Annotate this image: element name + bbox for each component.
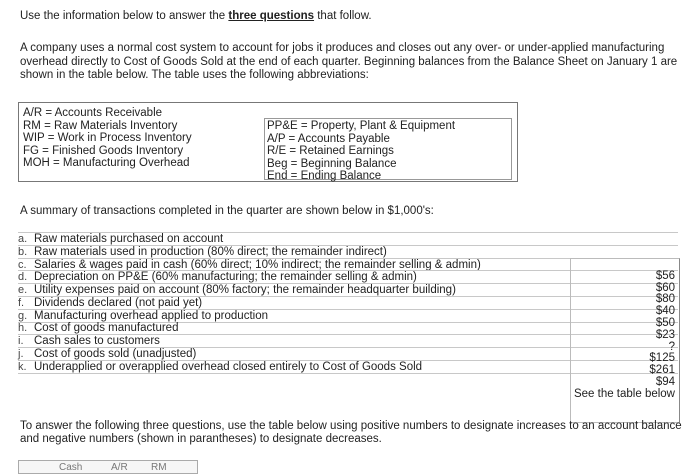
row-letter: h. — [18, 322, 28, 335]
abbr-item: Beg = Beginning Balance — [267, 157, 397, 170]
abbr-item: End = Ending Balance — [267, 170, 382, 183]
table-row — [18, 232, 678, 245]
abbreviations-left-column — [23, 107, 192, 170]
amount-cell: $60 — [655, 281, 675, 294]
row-description: Salaries & wages paid in cash (60% direct; 10% indirect; the remainder selling & admin) — [34, 258, 481, 271]
amount-note: See the table below — [573, 387, 675, 400]
row-letter: e. — [18, 284, 28, 297]
abbr-item: R/E = Retained Earnings — [267, 145, 394, 158]
row-description: Depreciation on PP&E (60% manufacturing; the remainder selling & admin) — [34, 271, 417, 284]
amount-cell: $261 — [649, 364, 675, 377]
intro-prefix: Use the information below to answer the — [20, 10, 229, 22]
abbr-item: WIP = Work in Process Inventory — [23, 132, 192, 145]
abbr-item: A/P = Accounts Payable — [267, 132, 390, 145]
row-letter: d. — [18, 271, 28, 284]
problem-paragraph: A company uses a normal cost system to account for jobs it produces and closes out any over- or under-applied manufacturing overhead directly to Cost of Goods Sold at the end of each quarter. Beginning balances from the Balance Sheet on January 1 are shown in the table below. The table uses the following abbreviations: — [20, 42, 678, 81]
row-letter: b. — [18, 245, 28, 258]
amount-cell: $50 — [655, 316, 675, 329]
amount-cell: $125 — [649, 352, 675, 365]
amount-cell: $40 — [655, 305, 675, 318]
row-description: Raw materials used in production (80% direct; the remainder indirect) — [34, 245, 387, 258]
amount-cell: $56 — [655, 269, 675, 282]
amount-cell: ? — [668, 340, 675, 353]
column-header-cash: Cash — [59, 462, 83, 473]
column-header-rm: RM — [151, 462, 167, 473]
intro-emphasis: three questions — [228, 10, 315, 22]
row-letter: g. — [18, 309, 28, 322]
row-letter: c. — [18, 258, 27, 271]
row-description: Cost of goods sold (unadjusted) — [34, 348, 197, 361]
row-description: Manufacturing overhead applied to production — [34, 309, 268, 322]
abbr-item: FG = Finished Goods Inventory — [23, 144, 184, 157]
intro-suffix: that follow. — [314, 10, 372, 22]
abbr-item: PP&E = Property, Plant & Equipment — [267, 120, 456, 132]
amount-cell: $94 — [655, 375, 675, 388]
amounts-column — [570, 258, 680, 423]
table-row — [18, 245, 678, 258]
row-description: Cost of goods manufactured — [34, 322, 179, 335]
instructions-text: To answer the following three questions, use the table below using positive numbers to designate increases to an account balance and negative numbers (shown in parantheses) to designate decreases. — [20, 420, 682, 445]
row-description: Cash sales to customers — [34, 335, 160, 348]
summary-title: A summary of transactions completed in the quarter are shown below in $1,000's: — [20, 205, 434, 217]
abbreviations-table — [18, 102, 518, 182]
row-letter: j. — [18, 348, 24, 361]
abbreviations-right-column — [264, 118, 512, 183]
row-description: Utility expenses paid on account (80% factory; the remainder headquarter building) — [34, 284, 456, 297]
abbr-item: MOH = Manufacturing Overhead — [23, 157, 190, 170]
row-letter: f. — [18, 296, 25, 309]
abbr-item: RM = Raw Materials Inventory — [23, 119, 178, 132]
row-letter: a. — [18, 232, 28, 245]
intro-line — [20, 10, 372, 22]
amount-cell: $23 — [655, 328, 675, 341]
row-letter: i. — [18, 335, 24, 348]
amount-cell: $80 — [655, 293, 675, 306]
row-description: Raw materials purchased on account — [34, 232, 224, 245]
row-description: Underapplied or overapplied overhead closed entirely to Cost of Goods Sold — [34, 360, 423, 373]
abbreviations-right-box — [264, 118, 512, 183]
row-letter: k. — [18, 360, 27, 373]
row-description: Dividends declared (not paid yet) — [34, 296, 203, 309]
abbr-item: A/R = Accounts Receivable — [23, 107, 163, 119]
column-header-ar: A/R — [111, 462, 128, 473]
